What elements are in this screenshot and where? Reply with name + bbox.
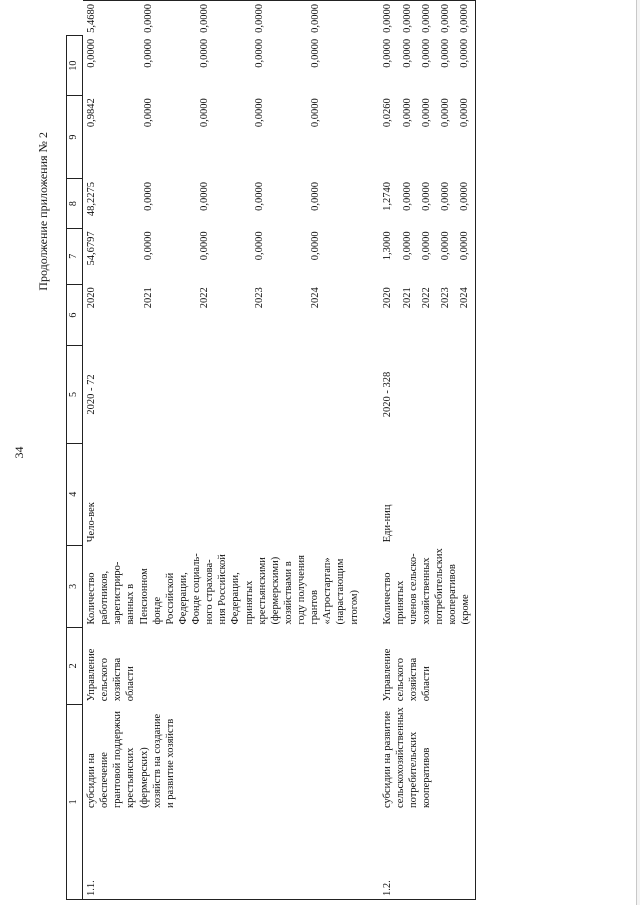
value-cell: 0,0000	[456, 95, 475, 179]
value-cell: 0,0000	[439, 231, 451, 261]
value-cell: 0,0000	[254, 231, 266, 261]
value-cell: 0,0000	[439, 181, 451, 211]
column-number: 10	[67, 36, 83, 95]
unit: Чело-век	[86, 502, 97, 543]
year-cell: 2023	[254, 287, 266, 309]
value-cell: 0,0000	[402, 98, 414, 128]
year-cell: 2022	[420, 287, 432, 309]
table-body	[67, 1, 476, 900]
continuation-note: Продолжение приложения № 2	[36, 132, 50, 291]
value-cell: 0,0000	[437, 1, 456, 36]
year-cell: 2024	[309, 287, 321, 309]
value-cell: 0,0000	[420, 231, 432, 261]
value-cell: 0,0000	[254, 98, 266, 128]
row-number: 1.2.	[363, 811, 475, 899]
column-number: 5	[67, 346, 83, 443]
value-cell: 0,0000	[198, 231, 210, 261]
value-cell: 0,9842	[86, 98, 97, 128]
value-cell: 0,0000	[309, 38, 321, 68]
value-cell: 0,0260	[381, 98, 393, 128]
value-cell: 0,0000	[307, 1, 363, 36]
value-cell: 0,0000	[142, 38, 154, 68]
unit: Еди-ниц	[363, 443, 475, 545]
year-cell: 2020	[86, 287, 97, 309]
year-cell: 2021	[402, 287, 414, 309]
value-cell: 0,0000	[142, 181, 154, 211]
value-cell: 0,0000	[309, 231, 321, 261]
year-cell: 2020	[381, 287, 393, 309]
row-number: 1.1.	[83, 811, 363, 899]
column-number: 8	[67, 179, 83, 228]
executor: Управление сельского хозяйства области	[86, 648, 137, 702]
target-value: 2020 - 328	[363, 346, 475, 443]
value-cell: 48,2275	[86, 181, 97, 217]
value-cell: 0,0000	[86, 38, 97, 68]
value-cell: 0,0000	[456, 36, 475, 95]
indicator-name: Количество работников, зарегистриро-ванных в Пенсионном фонде Российской Федерации, Фонде социаль-ного страхова-ния Российской Федерации, принятых крестьянскими (фермерскими) хозяйствами в году получения грантов «Агростартап» (нарастающим итогом)	[86, 553, 360, 625]
event-name: субсидии на обеспечение грантовой поддержки крестьянских (фермерских) хозяйств на создание и развитие хозяйств	[86, 710, 176, 809]
year-cell: 2022	[198, 287, 210, 309]
value-cell: 0,0000	[439, 98, 451, 128]
value-cell: 0,0000	[309, 98, 321, 128]
value-cell: 0,0000	[420, 181, 432, 211]
column-number: 2	[67, 628, 83, 705]
value-cell: 0,0000	[456, 228, 475, 284]
page-number: 34	[12, 446, 26, 459]
column-number: 3	[67, 545, 83, 627]
column-number: 4	[67, 443, 83, 545]
year-cell: 2023	[439, 287, 451, 309]
value-cell: 0,0000	[140, 1, 196, 36]
target-value: 2020 - 72	[86, 374, 97, 415]
value-cell: 0,0000	[456, 1, 475, 36]
value-cell: 0,0000	[251, 1, 307, 36]
value-cell: 1,2740	[381, 181, 393, 211]
executor: Управление сельского хозяйства области	[363, 628, 475, 705]
value-cell: 0,0000	[402, 231, 414, 261]
column-number: 6	[67, 284, 83, 346]
value-cell: 0,0000	[254, 181, 266, 211]
value-cell: 0,0000	[198, 98, 210, 128]
table-row	[363, 1, 399, 900]
value-cell: 0,0000	[142, 98, 154, 128]
value-cell: 0,0000	[381, 38, 393, 68]
indicator-name: Количество принятых членов сельско-хозяйственных потребительских кооперативов (кроме	[363, 545, 475, 627]
year-cell: 2021	[142, 287, 154, 309]
value-cell: 0,0000	[198, 38, 210, 68]
value-cell: 0,0000	[402, 181, 414, 211]
value-cell: 5,4680	[83, 1, 140, 36]
value-cell: 0,0000	[309, 181, 321, 211]
value-cell: 0,0000	[420, 38, 432, 68]
value-cell: 0,0000	[363, 1, 399, 36]
appendix-table	[66, 0, 476, 900]
column-number-row	[67, 1, 83, 900]
year-cell: 2024	[456, 284, 475, 346]
value-cell: 0,0000	[142, 231, 154, 261]
column-number: 1	[67, 704, 83, 899]
value-cell: 0,0000	[439, 38, 451, 68]
value-cell: 0,0000	[196, 1, 252, 36]
value-cell: 0,0000	[418, 1, 437, 36]
column-number: 9	[67, 95, 83, 179]
value-cell: 0,0000	[456, 179, 475, 228]
value-cell: 0,0000	[198, 181, 210, 211]
value-cell: 0,0000	[399, 1, 418, 36]
table-row	[83, 1, 140, 900]
value-cell: 0,0000	[402, 38, 414, 68]
value-cell: 1,3000	[381, 231, 393, 261]
column-number: 7	[67, 228, 83, 284]
value-cell: 54,6797	[86, 231, 97, 266]
value-cell: 0,0000	[420, 98, 432, 128]
event-name: субсидии на развитие сельскохозяйственных потребительских кооперативов	[363, 704, 475, 811]
value-cell: 0,0000	[254, 38, 266, 68]
